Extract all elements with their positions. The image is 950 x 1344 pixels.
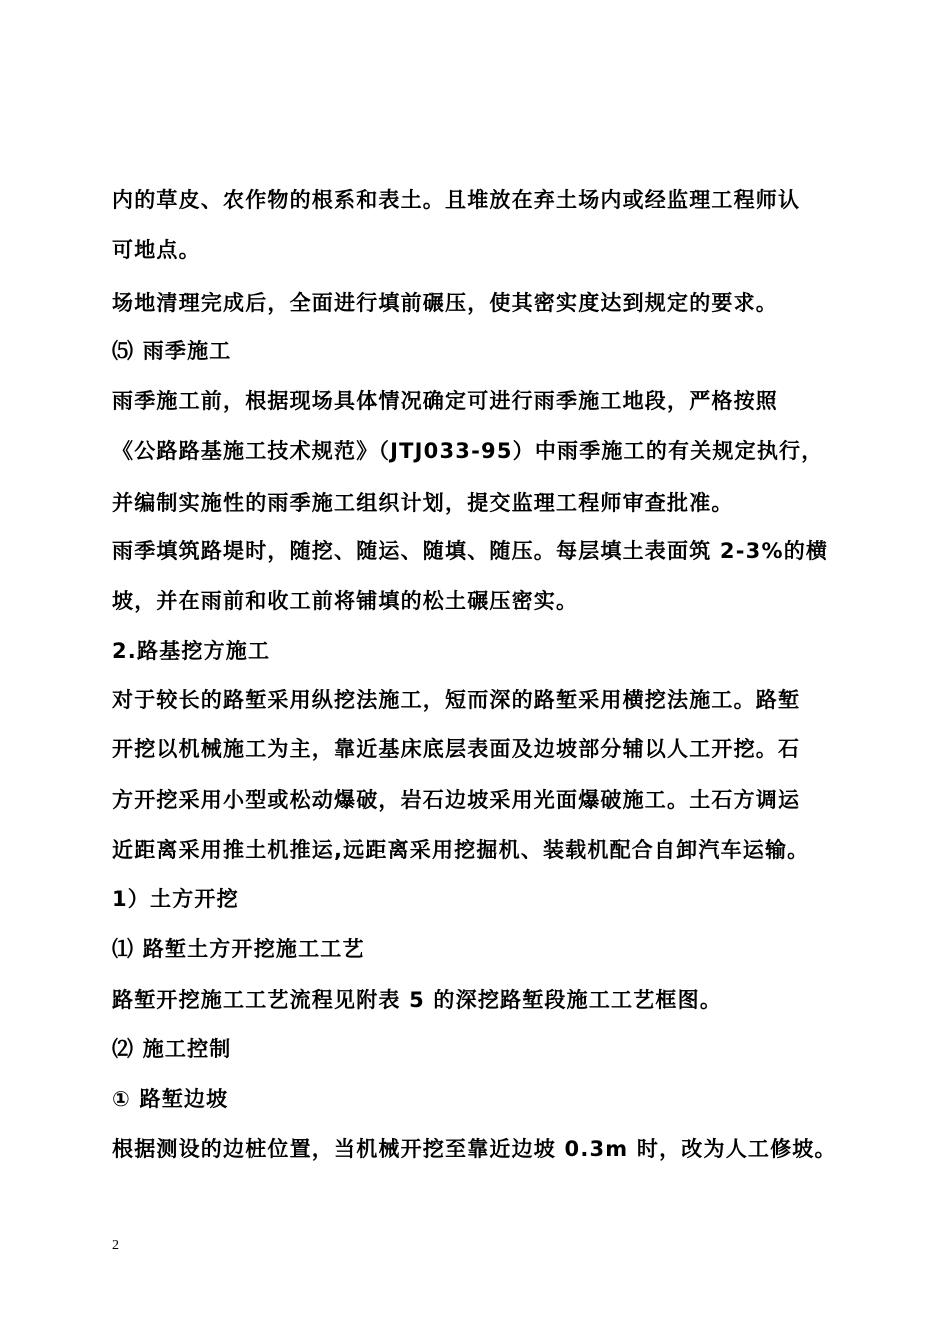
- text-line: 方开挖采用小型或松动爆破，岩石边坡采用光面爆破施工。土石方调运: [112, 788, 801, 812]
- text-line: 雨季施工前，根据现场具体情况确定可进行雨季施工地段，严格按照: [112, 389, 778, 413]
- text-line: 坡，并在雨前和收工前将铺填的松土碾压密实。: [112, 589, 579, 613]
- section-heading: ⑴ 路堑土方开挖施工工艺: [112, 937, 365, 961]
- text-line: 雨季填筑路堤时，随挖、随运、随填、随压。每层填土表面筑 2-3%的横: [112, 539, 829, 563]
- page-number: 2: [112, 1238, 119, 1253]
- text-line: 《公路路基施工技术规范》（JTJ033-95）中雨季施工的有关规定执行，: [112, 439, 824, 463]
- text-line: 可地点。: [112, 238, 201, 262]
- text-line: 根据测设的边桩位置，当机械开挖至靠近边坡 0.3m 时，改为人工修坡。: [112, 1137, 837, 1161]
- text-line: 近距离采用推土机推运,远距离采用挖掘机、装载机配合自卸汽车运输。: [112, 838, 810, 862]
- section-heading: 1）土方开挖: [112, 887, 239, 911]
- text-line: 开挖以机械施工为主，靠近基床底层表面及边坡部分辅以人工开挖。石: [112, 737, 801, 761]
- text-line: 对于较长的路堑采用纵挖法施工，短而深的路堑采用横挖法施工。路堑: [112, 688, 801, 712]
- section-heading: ⑵ 施工控制: [112, 1037, 232, 1061]
- text-line: 内的草皮、农作物的根系和表土。且堆放在弃土场内或经监理工程师认: [112, 188, 801, 212]
- text-line: 并编制实施性的雨季施工组织计划，提交监理工程师审查批准。: [112, 491, 734, 515]
- text-line: 场地清理完成后，全面进行填前碾压，使其密实度达到规定的要求。: [112, 291, 778, 315]
- section-heading: ① 路堑边坡: [112, 1087, 229, 1111]
- text-line: 路堑开挖施工工艺流程见附表 5 的深挖路堑段施工工艺框图。: [112, 988, 723, 1012]
- section-heading: ⑸ 雨季施工: [112, 339, 232, 363]
- section-heading: 2.路基挖方施工: [112, 639, 271, 663]
